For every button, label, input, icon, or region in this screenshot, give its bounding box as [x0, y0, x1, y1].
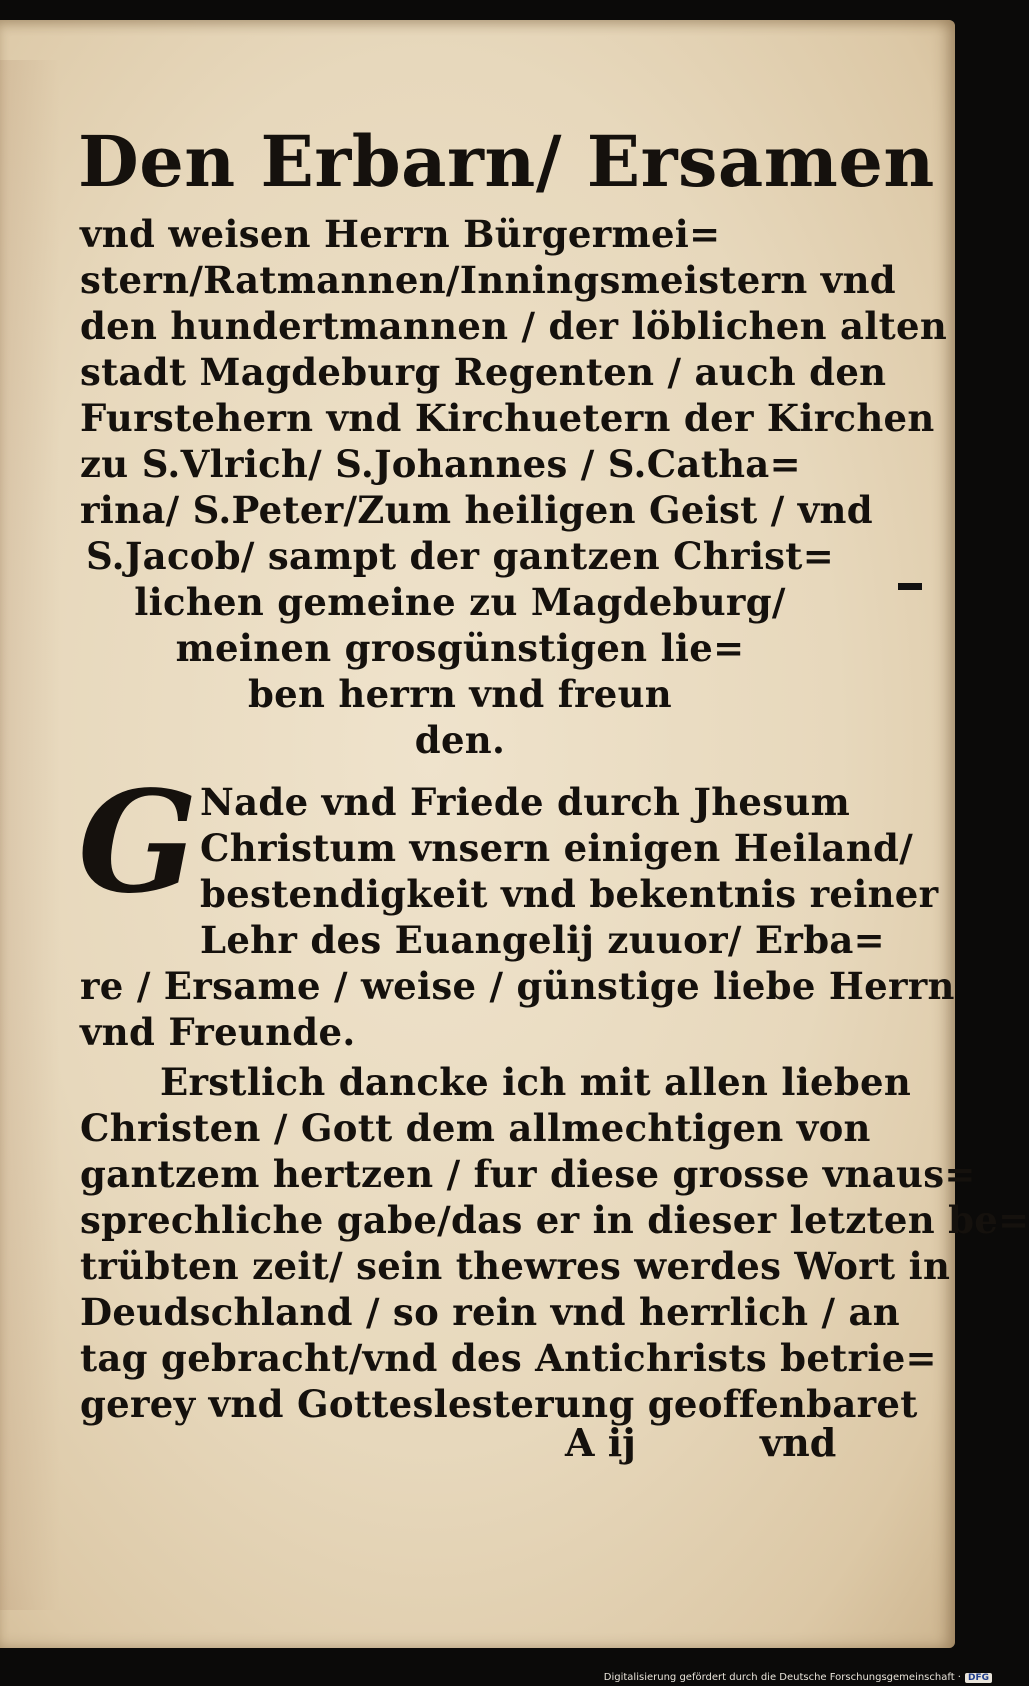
body-line: gantzem hertzen / fur diese grosse vnaus= — [80, 1152, 976, 1196]
address-line: zu S.Vlrich/ S.Johannes / S.Catha= — [80, 442, 801, 486]
body-line: tag gebracht/vnd des Antichrists betrie= — [80, 1336, 937, 1380]
greeting-line: bestendigkeit vnd bekentnis reiner — [200, 872, 939, 916]
dfg-logo-icon: DFG — [965, 1673, 992, 1683]
digitization-footer — [604, 1672, 992, 1683]
centered-line: lichen gemeine zu Magdeburg/ — [134, 580, 786, 624]
address-line: Furstehern vnd Kirchuetern der Kirchen — [80, 396, 935, 440]
centered-line: meinen grosgünstigen lie= — [175, 626, 745, 670]
greeting-line: Nade vnd Friede durch Jhesum — [200, 780, 851, 824]
body-line: trübten zeit/ sein thewres werdes Wort in — [80, 1244, 951, 1288]
greeting-line: vnd Freunde. — [80, 1010, 356, 1054]
address-line: rina/ S.Peter/Zum heiligen Geist / vnd — [80, 488, 873, 532]
edge-marker — [898, 583, 922, 590]
body-line: Christen / Gott dem allmechtigen von — [80, 1106, 871, 1150]
centered-line: den. — [414, 718, 506, 762]
book-page — [0, 20, 1029, 1648]
drop-cap: G — [78, 761, 198, 925]
address-line: stadt Magdeburg Regenten / auch den — [80, 350, 887, 394]
address-line: vnd weisen Herrn Bürgermei= — [80, 212, 721, 256]
address-line: den hundertmannen / der löblichen alten — [80, 304, 948, 348]
greeting-line: re / Ersame / weise / günstige liebe Herrn — [80, 964, 955, 1008]
address-line: stern/Ratmannen/Inningsmeistern vnd — [80, 258, 896, 302]
body-line: sprechliche gabe/das er in dieser letzten be= — [80, 1198, 1029, 1242]
signature-mark: A ij — [565, 1420, 636, 1465]
catchword: vnd — [760, 1420, 837, 1465]
body-line: Deudschland / so rein vnd herrlich / an — [80, 1290, 900, 1334]
body-line: Erstlich dancke ich mit allen lieben — [160, 1060, 912, 1104]
body-line: gerey vnd Gotteslesterung geoffenbaret — [80, 1382, 918, 1426]
dedication-heading: Den Erbarn/ Ersamen — [78, 120, 935, 203]
greeting-line: Lehr des Euangelij zuuor/ Erba= — [200, 918, 885, 962]
footer-text: Digitalisierung gefördert durch die Deutsche Forschungsgemeinschaft · — [603, 1672, 961, 1683]
greeting-line: Christum vnsern einigen Heiland/ — [200, 826, 914, 870]
centered-line: ben herrn vnd freun — [247, 672, 672, 716]
show-through-stain — [0, 60, 60, 1610]
centered-line: S.Jacob/ sampt der gantzen Christ= — [85, 534, 834, 578]
